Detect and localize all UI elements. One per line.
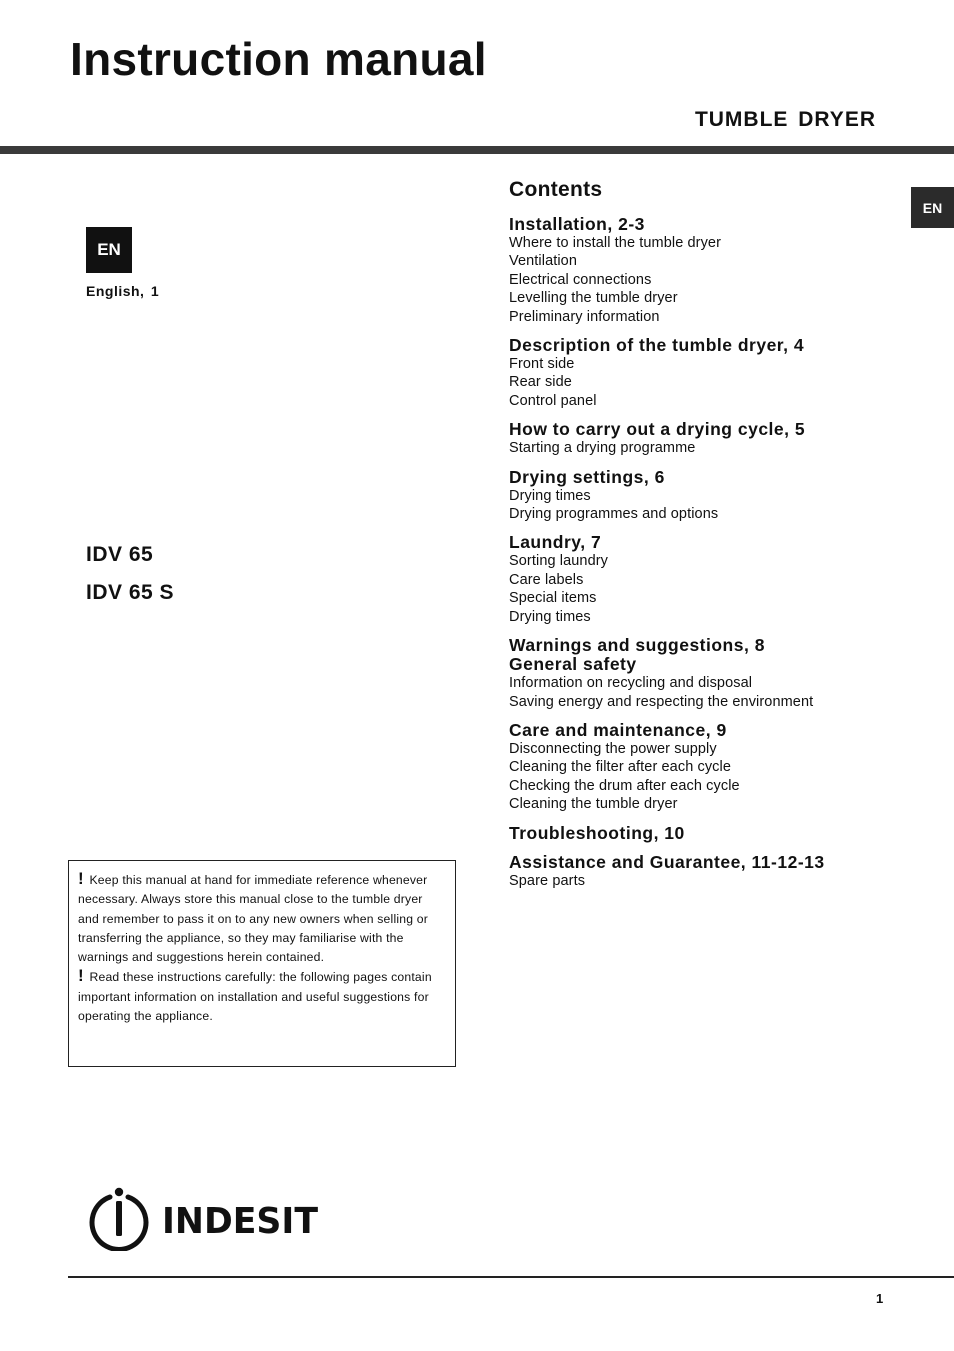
section-item: Control panel — [509, 392, 597, 409]
section-item: Disconnecting the power supply — [509, 740, 717, 757]
footer-rule — [68, 1276, 954, 1278]
section-heading: Description of the tumble dryer, 4 — [509, 335, 805, 356]
notice-text: Read these instructions carefully: the following pages contain important information on installation and useful suggestions for operating the appliance. — [78, 970, 432, 1024]
section-item: Ventilation — [509, 253, 578, 270]
model-name: IDV 65 S — [86, 581, 175, 604]
section-item: Drying times — [509, 608, 591, 625]
contents-section — [509, 420, 909, 457]
table-of-contents — [509, 178, 909, 900]
section-heading: General safety — [509, 654, 637, 675]
section-item: Checking the drum after each cycle — [509, 777, 740, 794]
notice-box — [68, 860, 456, 1067]
section-item: Care labels — [509, 571, 584, 588]
section-item: Starting a drying programme — [509, 440, 696, 457]
header-rule — [0, 146, 954, 154]
contents-section — [509, 468, 909, 524]
section-item: Special items — [509, 590, 597, 607]
section-heading: How to carry out a drying cycle, 5 — [509, 419, 806, 440]
model-name: IDV 65 — [86, 543, 154, 566]
product-type-heading: TUMBLE DRYER — [694, 108, 876, 131]
section-heading: Installation, 2-3 — [509, 214, 645, 234]
section-heading: Warnings and suggestions, 8 — [509, 635, 765, 656]
page-number: 1 — [876, 1291, 884, 1306]
section-item: Information on recycling and disposal — [509, 675, 753, 692]
contents-section — [509, 721, 909, 814]
section-item: Rear side — [509, 374, 572, 391]
section-item: Drying times — [509, 487, 591, 504]
section-item: Electrical connections — [509, 271, 652, 288]
page-title: Instruction manual — [70, 33, 487, 85]
contents-section — [509, 824, 909, 843]
contents-section — [509, 853, 909, 890]
section-item: Spare parts — [509, 872, 586, 889]
section-item: Drying programmes and options — [509, 506, 719, 523]
section-item: Saving energy and respecting the environment — [509, 693, 814, 710]
contents-section — [509, 215, 909, 326]
svg-text:INDESIT: INDESIT — [162, 1201, 319, 1242]
language-badge: EN — [86, 227, 132, 273]
language-side-tab: EN — [911, 187, 954, 228]
indesit-logo — [88, 1187, 320, 1251]
contents-heading: Contents — [509, 178, 603, 201]
section-item: Preliminary information — [509, 308, 660, 325]
section-item: Levelling the tumble dryer — [509, 290, 678, 307]
notice-paragraph — [78, 967, 446, 1026]
notice-paragraph — [78, 870, 446, 967]
section-item: Where to install the tumble dryer — [509, 235, 722, 251]
section-item: Sorting laundry — [509, 553, 609, 570]
section-item: Front side — [509, 356, 575, 373]
contents-section — [509, 636, 909, 711]
section-heading: Laundry, 7 — [509, 532, 602, 553]
section-item: Cleaning the filter after each cycle — [509, 759, 732, 776]
section-heading: Drying settings, 6 — [509, 466, 665, 487]
contents-sections — [509, 215, 909, 890]
section-heading: Troubleshooting, 10 — [509, 822, 685, 843]
section-item: Cleaning the tumble dryer — [509, 796, 678, 813]
contents-section — [509, 533, 909, 626]
exclamation-icon: ! — [78, 966, 84, 986]
notice-text: Keep this manual at hand for immediate reference whenever necessary. Always store this manual close to the tumble dryer and remember to pass it on to any new owners when selling or transferring the appliance, so they may familiarise with the warnings and suggestions herein contained. — [78, 873, 429, 965]
exclamation-icon: ! — [78, 869, 84, 888]
section-heading: Assistance and Guarantee, 11-12-13 — [509, 851, 825, 872]
indesit-logo-graphic — [88, 1187, 320, 1251]
language-page-reference: English, 1 — [86, 283, 160, 299]
section-heading: Care and maintenance, 9 — [509, 719, 727, 740]
contents-section — [509, 336, 909, 410]
